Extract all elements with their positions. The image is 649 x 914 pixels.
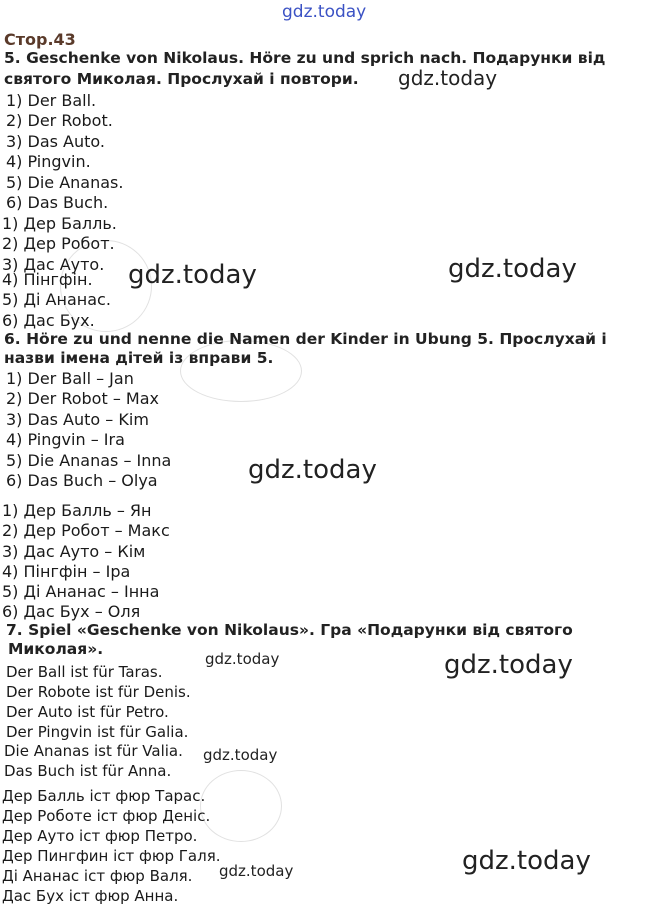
ex5-ukr-5: 5) Ді Ананас. [2,290,111,309]
ex7-german-6: Das Buch ist für Anna. [4,762,172,780]
ex5-german-3: 3) Das Auto. [6,132,106,151]
watermark-top: gdz.today [282,2,367,22]
watermark: gdz.today [128,260,257,290]
ex6-german-4: 4) Pingvin – Ira [6,430,125,449]
ex5-german-2: 2) Der Robot. [6,111,113,130]
ex7-ukr-4: Дер Пингфин іст фюр Галя. [2,847,221,865]
ex5-ukr-6: 6) Дас Бух. [2,311,95,330]
ex6-ukr-1: 1) Дер Балль – Ян [2,501,152,520]
watermark: gdz.today [203,746,278,764]
ex6-title-line1: 6. Höre zu und nenne die Namen der Kinder in Ubung 5. Прослухай і [4,330,607,348]
ex5-title-line1: 5. Geschenke von Nikolaus. Höre zu und sprich nach. Подарунки від [4,49,606,67]
watermark: gdz.today [462,846,591,876]
ex6-ukr-4: 4) Пінгфін – Іра [2,562,131,581]
ex5-german-4: 4) Pingvin. [6,152,91,171]
ex7-german-3: Der Auto ist für Petro. [6,703,169,721]
ex6-ukr-3: 3) Дас Ауто – Кім [2,542,146,561]
ex5-ukr-4: 4) Пінгфін. [2,270,93,289]
ex6-ukr-2: 2) Дер Робот – Макс [2,521,170,540]
ex7-ukr-2: Дер Роботе іст фюр Деніс. [2,807,211,825]
watermark: gdz.today [448,254,577,284]
stamp-mark [200,770,282,842]
ex5-ukr-1: 1) Дер Балль. [2,214,117,233]
ex7-title-line1: 7. Spiel «Geschenke von Nikolaus». Гра «Подарунки від святого [6,621,573,639]
ex5-ukr-3: 3) Дас Ауто. [2,255,105,274]
ex7-german-5: Die Ananas ist für Valia. [4,742,183,760]
ex7-title-line2: Миколая». [8,640,104,658]
ex6-german-5: 5) Die Ananas – Inna [6,451,172,470]
ex7-ukr-1: Дер Балль іст фюр Тарас. [2,787,206,805]
ex6-german-6: 6) Das Buch – Olya [6,471,158,490]
ex6-title-line2: назви імена дітей із вправи 5. [4,349,274,367]
ex7-ukr-6: Дас Бух іст фюр Анна. [2,887,179,905]
ex5-ukr-2: 2) Дер Робот. [2,234,115,253]
ex7-german-2: Der Robote ist für Denis. [6,683,191,701]
ex7-german-1: Der Ball ist für Taras. [6,663,163,681]
watermark: gdz.today [398,66,498,90]
ex6-ukr-6: 6) Дас Бух – Оля [2,602,141,621]
ex6-german-3: 3) Das Auto – Kim [6,410,149,429]
watermark: gdz.today [248,455,377,485]
ex5-german-6: 6) Das Buch. [6,193,109,212]
watermark: gdz.today [444,650,573,680]
ex7-ukr-5: Ді Ананас іст фюр Валя. [2,867,193,885]
page-label: Стор.43 [4,30,76,49]
ex5-title-line2: святого Миколая. Прослухай і повтори. [4,70,359,88]
ex5-german-1: 1) Der Ball. [6,91,97,110]
ex7-german-4: Der Pingvin ist für Galia. [6,723,189,741]
ex6-german-2: 2) Der Robot – Max [6,389,159,408]
watermark: gdz.today [205,650,280,668]
watermark: gdz.today [219,862,294,880]
ex6-ukr-5: 5) Ді Ананас – Інна [2,582,160,601]
ex7-ukr-3: Дер Ауто іст фюр Петро. [2,827,198,845]
ex6-german-1: 1) Der Ball – Jan [6,369,134,388]
ex5-german-5: 5) Die Ananas. [6,173,124,192]
